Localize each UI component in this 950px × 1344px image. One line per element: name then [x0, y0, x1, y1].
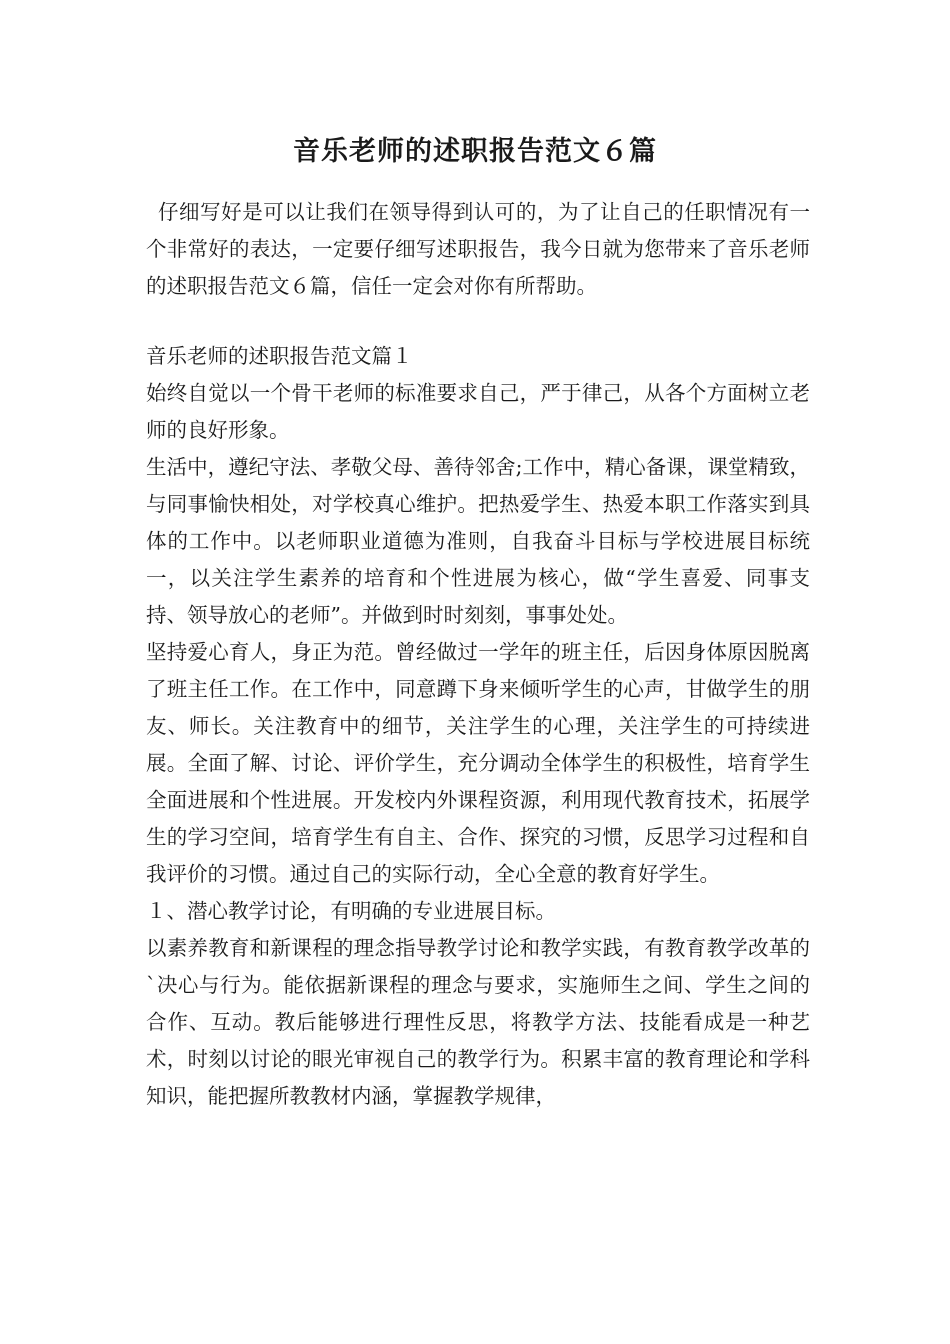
document-body: [146, 338, 810, 1115]
intro-paragraph: 仔细写好是可以让我们在领导得到认可的，为了让自己的任职情况有一个非常好的表达，一定要仔细写述职报告，我今日就为您带来了音乐老师的述职报告范文６篇，信任一定会对你有所帮助。: [146, 200, 810, 298]
section-heading: 音乐老师的述职报告范文篇１: [146, 344, 413, 368]
body-paragraph: 生活中，遵纪守法、孝敬父母、善待邻舍;工作中，精心备课，课堂精致，与同事愉快相处，对学校真心维护。把热爱学生、热爱本职工作落实到具体的工作中。以老师职业道德为准则，自我奋斗目标与学校进展目标统一，以关注学生素养的培育和个性进展为核心，做“学生喜爱、同事支持、领导放心的老师”。并做到时时刻刻，事事处处。: [146, 455, 810, 627]
body-paragraph: 始终自觉以一个骨干老师的标准要求自己，严于律己，从各个方面树立老师的良好形象。: [146, 381, 810, 442]
body-paragraph: 坚持爱心育人，身正为范。曾经做过一学年的班主任，后因身体原因脱离了班主任工作。在工作中，同意蹲下身来倾听学生的心声，甘做学生的朋友、师长。关注教育中的细节，关注学生的心理，关注学生的可持续进展。全面了解、讨论、评价学生，充分调动全体学生的积极性，培育学生全面进展和个性进展。开发校内外课程资源，利用现代教育技术，拓展学生的学习空间，培育学生有自主、合作、探究的习惯，反思学习过程和自我评价的习惯。通过自己的实际行动，全心全意的教育好学生。: [146, 640, 810, 886]
numbered-point: １、潜心教学讨论，有明确的专业进展目标。: [146, 899, 556, 923]
body-paragraph: 以素养教育和新课程的理念指导教学讨论和教学实践，有教育教学改革的`决心与行为。能依据新课程的理念与要求，实施师生之间、学生之间的合作、互动。教后能够进行理性反思，将教学方法、技能看成是一种艺术，时刻以讨论的眼光审视自己的教学行为。积累丰富的教育理论和学科知识，能把握所教教材内涵，掌握教学规律，: [146, 936, 810, 1108]
document-title: 音乐老师的述职报告范文６篇: [293, 136, 657, 167]
